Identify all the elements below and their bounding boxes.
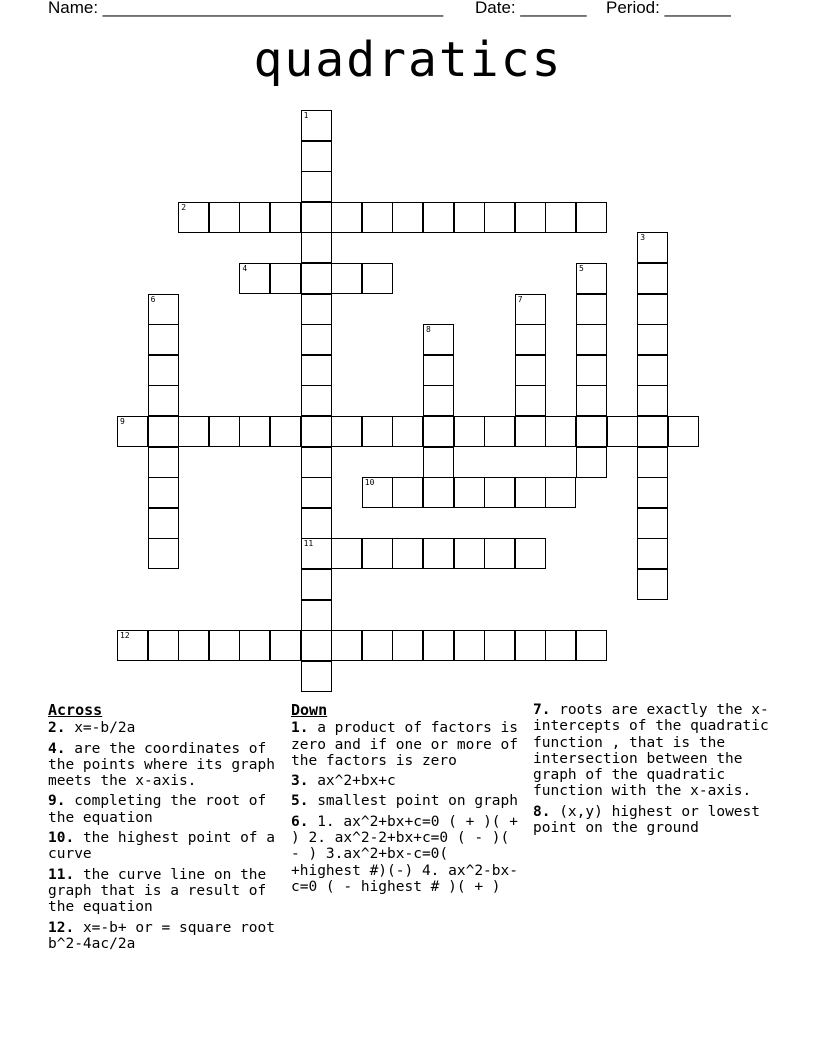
grid-cell[interactable] (423, 355, 454, 386)
clue-down-7: 7. roots are exactly the x-intercepts of the quadratic function , that is the intersection between the graph of the quadratic function with the x-axis. (533, 702, 769, 800)
grid-cell[interactable] (515, 202, 546, 233)
clue-number: 10 (364, 478, 375, 488)
grid-cell[interactable] (637, 385, 668, 416)
clue-number: 5 (579, 264, 584, 273)
grid-cell[interactable] (239, 263, 270, 294)
down-heading: Down (291, 701, 328, 719)
grid-cell[interactable] (515, 355, 546, 386)
grid-cell[interactable] (301, 141, 332, 172)
grid-cell[interactable] (117, 630, 148, 661)
clue-across-9: 9. completing the root of the equation (48, 793, 267, 826)
grid-cell[interactable] (301, 600, 332, 631)
grid-cell[interactable] (515, 477, 546, 508)
clue-number: 7 (517, 294, 523, 304)
clue-number: 6 (150, 294, 156, 304)
grid-cell[interactable] (148, 355, 179, 386)
grid-cell[interactable] (637, 447, 668, 478)
grid-cell[interactable] (454, 630, 485, 661)
grid-cell[interactable] (270, 630, 301, 661)
grid-cell[interactable] (637, 355, 668, 386)
grid-cell[interactable] (331, 416, 362, 447)
grid-cell[interactable] (301, 569, 332, 600)
grid-cell[interactable] (301, 538, 332, 569)
grid-cell[interactable] (148, 477, 179, 508)
grid-cell[interactable] (668, 416, 699, 447)
period-field[interactable]: Period: _______ (606, 0, 731, 17)
clue-number: 4 (242, 264, 248, 273)
grid-cell[interactable] (423, 202, 454, 233)
grid-cell[interactable] (423, 477, 454, 508)
grid-cell[interactable] (209, 416, 240, 447)
grid-cell[interactable] (454, 416, 485, 447)
grid-cell[interactable] (148, 416, 179, 447)
grid-cell[interactable] (637, 477, 668, 508)
clue-number: 1 (303, 111, 309, 120)
grid-cell[interactable] (637, 324, 668, 355)
grid-cell[interactable] (392, 416, 423, 447)
grid-cell[interactable] (148, 294, 179, 325)
grid-cell[interactable] (484, 630, 515, 661)
grid-cell[interactable] (239, 202, 270, 233)
grid-cell[interactable] (576, 294, 607, 325)
grid-cell[interactable] (637, 538, 668, 569)
grid-cell[interactable] (270, 263, 301, 294)
grid-cell[interactable] (270, 202, 301, 233)
grid-cell[interactable] (637, 294, 668, 325)
grid-cell[interactable] (362, 263, 393, 294)
across-clues (48, 702, 280, 956)
down-clues (291, 702, 523, 899)
grid-cell[interactable] (301, 630, 332, 661)
grid-cell[interactable] (301, 324, 332, 355)
grid-cell[interactable] (576, 416, 607, 447)
grid-cell[interactable] (515, 630, 546, 661)
grid-cell[interactable] (423, 447, 454, 478)
across-heading: Across (48, 701, 103, 719)
grid-cell[interactable] (515, 416, 546, 447)
clue-across-2: 2. x=-b/2a (48, 720, 136, 737)
grid-cell[interactable] (637, 569, 668, 600)
grid-cell[interactable] (301, 477, 332, 508)
grid-cell[interactable] (515, 294, 546, 325)
grid-cell[interactable] (576, 630, 607, 661)
grid-cell[interactable] (301, 110, 332, 141)
grid-cell[interactable] (545, 202, 576, 233)
grid-cell[interactable] (301, 447, 332, 478)
clue-down-1: 1. a product of factors is zero and if one or more of the factors is zero (291, 720, 518, 769)
grid-cell[interactable] (178, 202, 209, 233)
grid-cell[interactable] (301, 294, 332, 325)
grid-cell[interactable] (423, 538, 454, 569)
grid-cell[interactable] (515, 324, 546, 355)
grid-cell[interactable] (545, 630, 576, 661)
grid-cell[interactable] (209, 630, 240, 661)
clue-number: 11 (303, 539, 314, 549)
grid-cell[interactable] (148, 324, 179, 355)
grid-cell[interactable] (576, 324, 607, 355)
clue-across-10: 10. the highest point of a curve (48, 830, 275, 863)
grid-cell[interactable] (576, 263, 607, 294)
grid-cell[interactable] (637, 416, 668, 447)
grid-cell[interactable] (484, 416, 515, 447)
grid-cell[interactable] (515, 538, 546, 569)
grid-cell[interactable] (545, 416, 576, 447)
grid-cell[interactable] (484, 202, 515, 233)
grid-cell[interactable] (270, 416, 301, 447)
grid-cell[interactable] (637, 508, 668, 539)
clue-down-8: 8. (x,y) highest or lowest point on the ground (533, 803, 760, 837)
name-field[interactable]: Name: ____________________________________ (48, 0, 444, 17)
grid-cell[interactable] (637, 232, 668, 263)
grid-cell[interactable] (301, 661, 332, 692)
grid-cell[interactable] (301, 232, 332, 263)
grid-cell[interactable] (301, 171, 332, 202)
grid-cell[interactable] (148, 508, 179, 539)
grid-cell[interactable] (545, 477, 576, 508)
grid-cell[interactable] (331, 263, 362, 294)
grid-cell[interactable] (484, 477, 515, 508)
grid-cell[interactable] (148, 538, 179, 569)
grid-cell[interactable] (331, 630, 362, 661)
grid-cell[interactable] (515, 385, 546, 416)
clue-down-5: 5. smallest point on graph (291, 793, 518, 810)
grid-cell[interactable] (392, 538, 423, 569)
grid-cell[interactable] (301, 508, 332, 539)
clue-number: 8 (426, 325, 431, 335)
grid-cell[interactable] (392, 630, 423, 661)
grid-cell[interactable] (576, 447, 607, 478)
grid-cell[interactable] (362, 630, 393, 661)
grid-cell[interactable] (331, 538, 362, 569)
page-title: quadratics (253, 32, 563, 88)
grid-cell[interactable] (301, 385, 332, 416)
grid-cell[interactable] (331, 202, 362, 233)
grid-cell[interactable] (117, 416, 148, 447)
grid-cell[interactable] (362, 477, 393, 508)
grid-cell[interactable] (148, 630, 179, 661)
grid-cell[interactable] (239, 630, 270, 661)
clue-number: 12 (120, 631, 130, 641)
clue-number: 3 (640, 233, 646, 243)
clue-number: 9 (120, 417, 125, 426)
grid-cell[interactable] (454, 538, 485, 569)
grid-cell[interactable] (637, 263, 668, 294)
clue-number: 2 (181, 202, 187, 212)
grid-cell[interactable] (576, 355, 607, 386)
grid-cell[interactable] (301, 416, 332, 447)
down-clues-continued (533, 702, 769, 840)
clue-down-6: 6. 1. ax^2+bx+c=0 ( + )( + ) 2. ax^2-2+bx+c=0 ( - )( - ) 3.ax^2+bx-c=0( +highest #)(-) 4. ax^2-bx-c=0 ( - highest # )( + ) (291, 813, 518, 895)
grid-cell[interactable] (239, 416, 270, 447)
grid-cell[interactable] (423, 385, 454, 416)
clue-across-4: 4. are the coordinates of the points where its graph meets the x-axis. (48, 740, 275, 790)
grid-cell[interactable] (148, 447, 179, 478)
grid-cell[interactable] (454, 202, 485, 233)
clue-across-11: 11. the curve line on the graph that is a result of the equation (48, 866, 267, 916)
date-field[interactable]: Date: _______ (475, 0, 587, 17)
grid-cell[interactable] (423, 630, 454, 661)
grid-cell[interactable] (148, 385, 179, 416)
grid-cell[interactable] (454, 477, 485, 508)
grid-cell[interactable] (178, 630, 209, 661)
grid-cell[interactable] (362, 416, 393, 447)
grid-cell[interactable] (576, 202, 607, 233)
grid-cell[interactable] (576, 385, 607, 416)
grid-cell[interactable] (423, 324, 454, 355)
grid-cell[interactable] (301, 355, 332, 386)
grid-cell[interactable] (423, 416, 454, 447)
grid-cell[interactable] (362, 538, 393, 569)
grid-cell[interactable] (607, 416, 638, 447)
grid-cell[interactable] (209, 202, 240, 233)
grid-cell[interactable] (484, 538, 515, 569)
grid-cell[interactable] (362, 202, 393, 233)
grid-cell[interactable] (301, 263, 332, 294)
grid-cell[interactable] (392, 477, 423, 508)
grid-cell[interactable] (301, 202, 332, 233)
clue-across-12: 12. x=-b+ or = square root b^2-4ac/2a (48, 919, 275, 952)
grid-cell[interactable] (392, 202, 423, 233)
grid-cell[interactable] (178, 416, 209, 447)
clue-down-3: 3. ax^2+bx+c (291, 773, 396, 790)
